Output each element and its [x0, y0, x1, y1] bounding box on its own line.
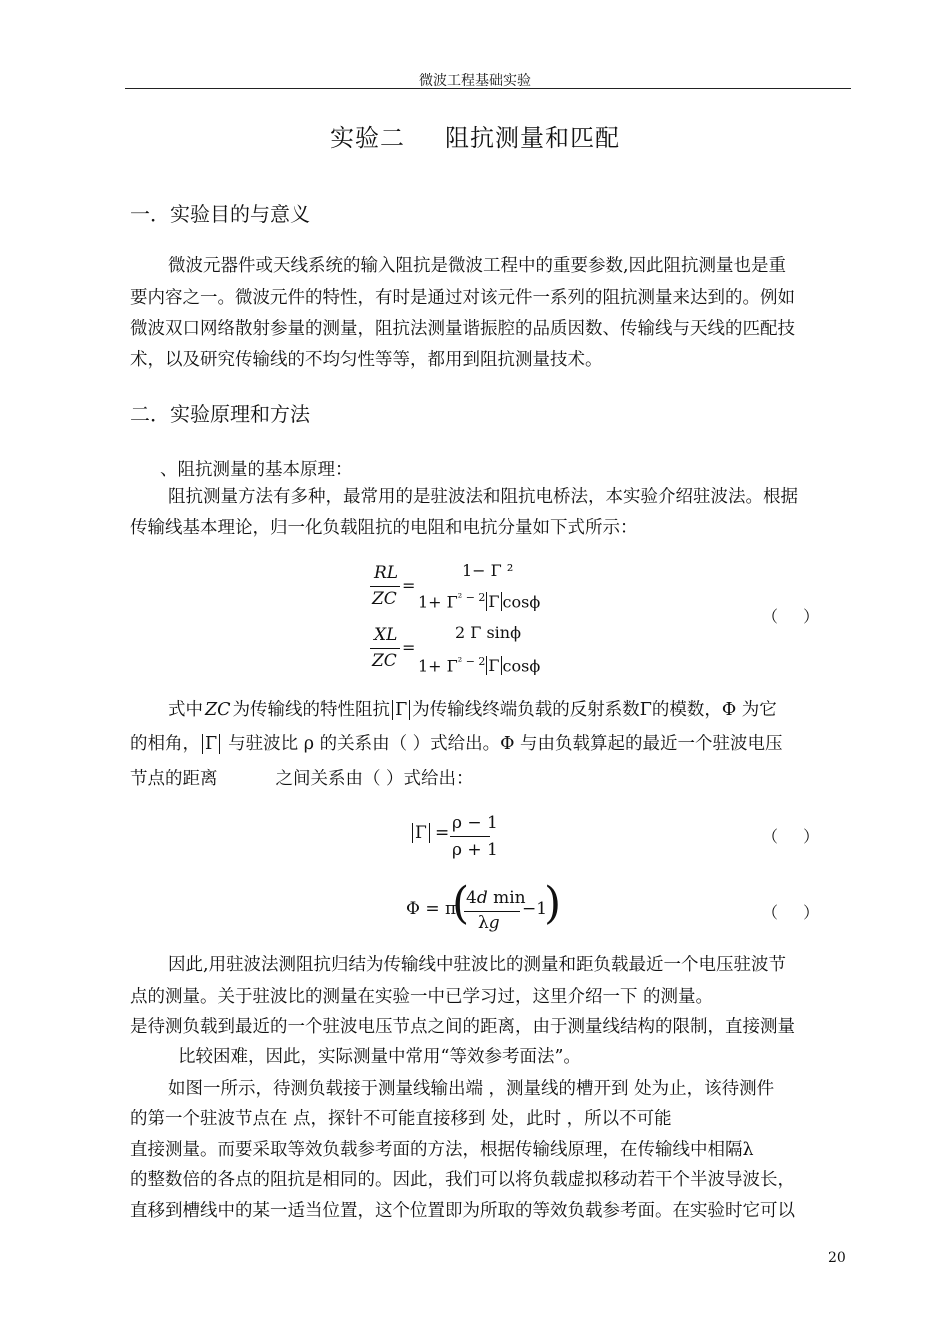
- eq1-rl-numerator: RL: [374, 563, 399, 583]
- eq1-den2-d: cosϕ: [502, 656, 541, 676]
- final-line-5: 如图一所示，待测负载接于测量线输出端 ，测量线的槽开到 处为止，该待测件: [168, 1079, 775, 1099]
- eq3-fraction-bar: [464, 911, 520, 912]
- section2-heading: 二．实验原理和方法: [130, 402, 310, 426]
- eq2-lhs: Γ: [412, 823, 430, 843]
- eq3-den-g: g: [488, 913, 500, 933]
- final-line-7: 直接测量。而要采取等效负载参考面的方法，根据传输线原理，在传输线中相隔λ: [130, 1140, 754, 1160]
- eq1-xl-denominator: ZC: [372, 651, 397, 671]
- eq1-den1-c: Γ: [488, 592, 500, 612]
- final-line-1: 因此,用驻波法测阻抗归结为传输线中驻波比的测量和距负载最近一个电压驻波节: [168, 955, 787, 975]
- eq3-tail: −1: [522, 899, 548, 919]
- section1-heading: 一．实验目的与意义: [130, 202, 310, 226]
- eq2-denominator: ρ + 1: [452, 840, 498, 860]
- eq1-xl-fraction-bar: [370, 648, 400, 649]
- p1-text-c: 为传输线终端负载的反射系数: [412, 700, 640, 720]
- header-rule: [125, 88, 851, 89]
- section1-line-1: 微波元器件或天线系统的输入阻抗是微波工程中的重要参数,因此阻抗测量也是重: [168, 256, 787, 276]
- eq1-den2-b: ² − 2: [457, 655, 486, 668]
- p1-text-b: 为传输线的特性阻抗: [232, 700, 391, 720]
- p1-text-d: 的模数，Φ 为它: [651, 700, 777, 720]
- running-header: 微波工程基础实验: [419, 73, 531, 89]
- section1-line-2: 要内容之一。微波元件的特性，有时是通过对该元件一系列的阻抗测量来达到的。例如: [130, 288, 795, 308]
- p1-l2-b: 与驻波比 ρ 的关系由（ ）式给出。Φ 与由负载算起的最近一个驻波电压: [228, 734, 783, 754]
- eq2-fraction-bar: [450, 836, 490, 837]
- final-line-8: 的整数倍的各点的阻抗是相同的。因此，我们可以将负载虚拟移动若干个半波导波长，: [130, 1170, 795, 1190]
- eq1-denominator-2: [418, 655, 540, 675]
- eq2-equals: =: [435, 823, 450, 843]
- eq1-den2-a: 1+ Γ: [418, 656, 458, 676]
- p1-l2-a: 的相角，: [130, 734, 200, 754]
- title-part1: 实验二: [330, 124, 405, 152]
- eq3-num-a: 4: [466, 888, 477, 908]
- section2-intro-line-1: 阻抗测量方法有多种，最常用的是驻波法和阻抗电桥法，本实验介绍驻波法。根据: [168, 487, 798, 507]
- final-line-3: 是待测负载到最近的一个驻波电压节点之间的距离，由于测量线结构的限制，直接测量: [130, 1017, 795, 1037]
- eq1-denominator-1: [418, 591, 540, 611]
- section1-line-4: 术，以及研究传输线的不均匀性等等，都用到阻抗测量技术。: [130, 350, 603, 370]
- page-title: [0, 118, 950, 153]
- eq3-numerator: [466, 888, 526, 908]
- final-line-6: 的第一个驻波节点在 点，探针不可能直接移到 处，此时 ，所以不可能: [130, 1109, 672, 1129]
- eq2-number: （ ）: [762, 827, 830, 846]
- eq3-den-lambda: λ: [478, 913, 489, 933]
- eq1-rl-fraction-bar: [370, 586, 400, 587]
- eq1-numerator-2: 2 Γ sinϕ: [455, 623, 521, 642]
- eq1-xl-numerator: XL: [374, 625, 398, 645]
- p1-text-a: 式中: [168, 700, 203, 720]
- eq1-den1-a: 1+ Γ: [418, 592, 458, 612]
- p1-l3-b: 之间关系由（ ）式给出：: [275, 769, 474, 789]
- eq3-right-paren: ): [544, 878, 562, 929]
- eq1-den1-d: cosϕ: [502, 592, 541, 612]
- p1-gamma: Γ: [392, 700, 410, 720]
- eq3-number: （ ）: [762, 903, 830, 922]
- eq3-left-paren: (: [452, 878, 470, 929]
- eq3-denominator: [478, 913, 500, 933]
- eq3-num-min: min: [487, 888, 526, 908]
- section2-subheading: 、阻抗测量的基本原理：: [160, 460, 353, 480]
- section1-line-3: 微波双口网络散射参量的测量，阻抗法测量谐振腔的品质因数、传输线与天线的匹配技: [130, 319, 795, 339]
- final-line-4: 比较困难，因此，实际测量中常用“等效参考面法”。: [178, 1047, 581, 1067]
- eq1-den1-b: ² − 2: [457, 591, 486, 604]
- p1-gamma2: Γ: [639, 700, 652, 720]
- p1-zc: ZC: [205, 700, 231, 720]
- title-part2: 阻抗测量和匹配: [445, 124, 620, 152]
- final-line-2: 点的测量。关于驻波比的测量在实验一中已学习过，这里介绍一下 的测量。: [130, 987, 714, 1007]
- eq1-den2-c: Γ: [488, 656, 500, 676]
- para-after-eq1-line-3: [130, 765, 474, 790]
- eq1-equals-2: =: [402, 638, 416, 657]
- para-after-eq1-line-2: [130, 730, 783, 755]
- para-after-eq1-line-1: [168, 696, 777, 721]
- section2-intro-line-2: 传输线基本理论，归一化负载阻抗的电阻和电抗分量如下式所示：: [130, 518, 638, 538]
- eq1-rl-denominator: ZC: [372, 589, 397, 609]
- page-number: 20: [828, 1250, 846, 1266]
- eq3-num-d: d: [476, 888, 488, 908]
- p1-l3-a: 节点的距离: [130, 769, 218, 789]
- eq1-number: （ ）: [762, 607, 830, 626]
- eq1-numerator-1: 1− Γ ²: [462, 561, 514, 580]
- eq1-equals-1: =: [402, 576, 416, 595]
- final-line-9: 直移到槽线中的某一适当位置，这个位置即为所取的等效负载参考面。在实验时它可以: [130, 1201, 795, 1221]
- eq2-numerator: ρ − 1: [452, 813, 498, 833]
- p1-l2-gamma: Γ: [202, 734, 220, 754]
- eq3-lhs: Φ = π: [406, 899, 457, 919]
